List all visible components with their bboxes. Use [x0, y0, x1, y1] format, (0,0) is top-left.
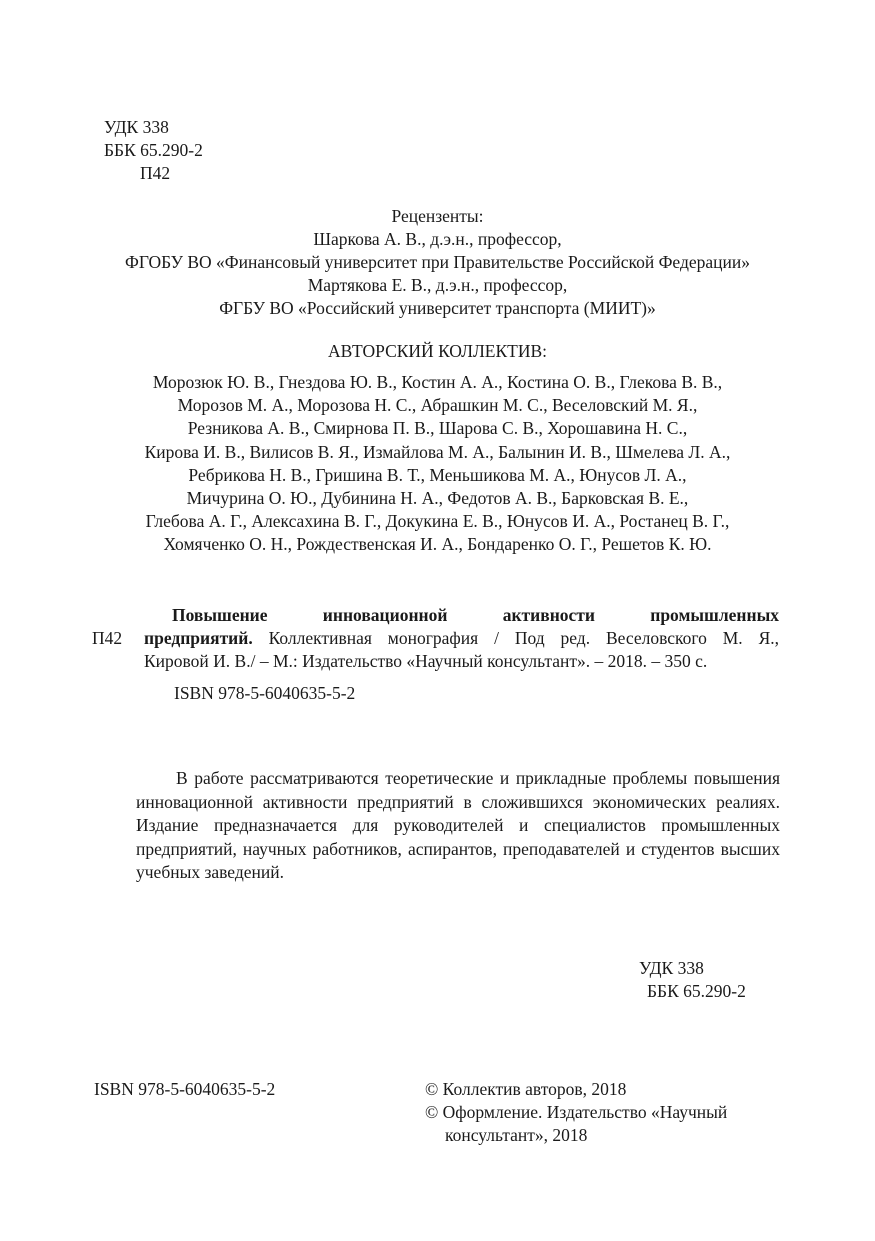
authors-line: Хомяченко О. Н., Рождественская И. А., Бондаренко О. Г., Решетов К. Ю.: [163, 534, 712, 555]
biblio-author-mark: П42: [92, 628, 123, 648]
authors-line: Кирова И. В., Вилисов В. Я., Измайлова М. А., Балынин И. В., Шмелева Л. А.,: [144, 441, 731, 462]
abstract: [136, 767, 780, 885]
reviewers-block: [60, 205, 815, 320]
copyright-design-cont: консультант», 2018: [445, 1125, 588, 1145]
authors-heading: АВТОРСКИЙ КОЛЛЕКТИВ:: [327, 341, 548, 361]
isbn-record: ISBN 978-5-6040635-5-2: [174, 683, 356, 703]
udk-block-bottom: [639, 957, 746, 1003]
reviewer-line: ФГОБУ ВО «Финансовый университет при Правительстве Российской Федерации»: [125, 252, 750, 272]
reviewer-line: ФГБУ ВО «Российский университет транспорта (МИИТ)»: [219, 298, 656, 318]
reviewer-line: Мартякова Е. В., д.э.н., профессор,: [307, 275, 568, 295]
author-mark: П42: [140, 163, 171, 183]
book-title-end: предприятий.: [144, 628, 253, 648]
udk-block-top: [104, 116, 203, 185]
book-title-line: [144, 604, 779, 627]
book-title: Повышение инновационной активности промышленных: [172, 605, 779, 625]
authors-line: Морозов М. А., Морозова Н. С., Абрашкин М. С., Веселовский М. Я.,: [177, 395, 698, 416]
udk-code: УДК 338: [104, 117, 169, 137]
bbk-code-bottom: ББК 65.290-2: [647, 981, 746, 1001]
authors-line: Мичурина О. Ю., Дубинина Н. А., Федотов А. В., Барковская В. Е.,: [186, 488, 689, 509]
isbn-footer: ISBN 978-5-6040635-5-2: [94, 1079, 276, 1099]
authors-line: Ребрикова Н. В., Гришина В. Т., Меньшикова М. А., Юнусов Л. А.,: [188, 464, 687, 485]
publication-info: Кировой И. В./ – М.: Издательство «Научный консультант». – 2018. – 350 с.: [144, 651, 708, 671]
authors-line: Глебова А. Г., Алексахина В. Г., Докукина Е. В., Юнусов И. А., Ростанец В. Г.,: [145, 511, 730, 532]
book-title-line-2: [144, 627, 779, 650]
authors-line: Резникова А. В., Смирнова П. В., Шарова С. В., Хорошавина Н. С.,: [187, 418, 688, 439]
book-subtitle: Коллективная монография / Под ред. Веселовского М. Я.,: [252, 628, 779, 648]
copyright-design: © Оформление. Издательство «Научный: [425, 1102, 728, 1122]
udk-code-bottom: УДК 338: [639, 958, 704, 978]
copyright-authors: © Коллектив авторов, 2018: [425, 1079, 627, 1099]
reviewers-heading: Рецензенты:: [391, 206, 484, 226]
bbk-code: ББК 65.290-2: [104, 140, 203, 160]
copyright-block: [425, 1078, 795, 1147]
bibliographic-record: [144, 604, 779, 673]
authors-line: Морозюк Ю. В., Гнездова Ю. В., Костин А. А., Костина О. В., Глекова В. В.,: [152, 372, 723, 392]
reviewer-line: Шаркова А. В., д.э.н., профессор,: [313, 229, 562, 249]
abstract-text: В работе рассматриваются теоретические и прикладные проблемы повышения инновационной активности предприятий в сложившихся экономических реалиях. Издание предназначается для руководителей и специалистов промышленных предприятий, научных работников, аспирантов, преподавателей и студентов высших учебных заведений.: [136, 768, 780, 882]
authors-list: [60, 371, 815, 557]
